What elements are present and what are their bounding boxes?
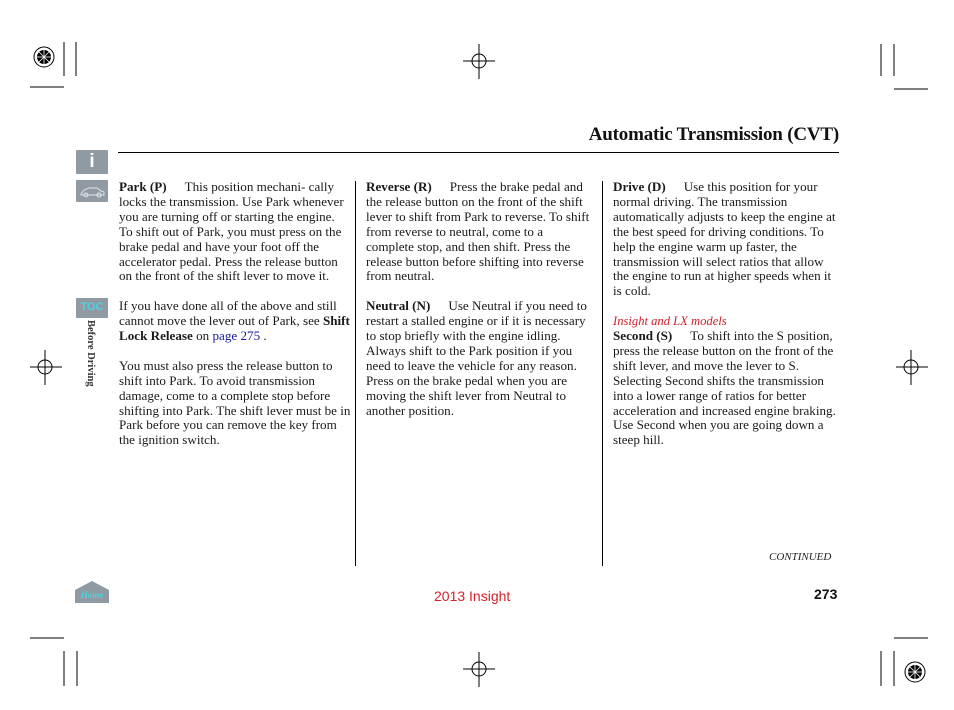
- column-divider-2: [602, 181, 603, 566]
- page-275-link[interactable]: page 275: [212, 328, 261, 344]
- drive-text: Use this position for your normal driving. The transmission automatically adjusts to keep the engine at the best speed for driving conditions. To help the engine warm up faster, the transmission will select ratios that allow the engine to run at higher speeds when it is cold.: [613, 179, 836, 299]
- shift-lock-paragraph: [119, 299, 351, 344]
- crop-mark-top-right: [880, 42, 930, 92]
- registration-mark-top-left: [30, 42, 90, 92]
- toc-button[interactable]: [76, 298, 108, 318]
- neutral-text: Use Neutral if you need to restart a stalled engine or if it is necessary to stop briefly with the engine idling. Always shift to the Park position if you need to leave the vehicle for any reason. Press on the brake pedal when you are moving the shift lever from Neutral to another position.: [366, 298, 587, 418]
- shift-lock-on: on: [196, 328, 210, 344]
- model-variant-note: Insight and LX models: [613, 314, 727, 329]
- registration-mark-bottom-right: [878, 636, 932, 690]
- registration-target-top: [461, 44, 497, 80]
- drive-paragraph: [613, 180, 841, 299]
- section-tab[interactable]: [82, 320, 100, 410]
- drive-heading: Drive (D): [613, 179, 666, 194]
- second-text: To shift into the S position, press the release button on the front of the shift lever, and move the lever to S. Selecting Second shifts the transmission into a lower range of ratios for better acceleration and increased engine braking. Use Second when you are going down a steep hill.: [613, 328, 836, 448]
- toc-label: TOC: [80, 301, 104, 313]
- continued-label: CONTINUED: [769, 551, 832, 563]
- car-icon: [76, 180, 108, 202]
- column-1: [119, 180, 351, 463]
- page-title: Automatic Transmission (CVT): [588, 124, 839, 145]
- column-3: [613, 180, 841, 463]
- info-icon: i: [89, 151, 95, 172]
- registration-target-right: [896, 350, 932, 386]
- second-heading: Second (S): [613, 328, 673, 344]
- header-rule: [118, 152, 839, 153]
- park-paragraph: [119, 180, 351, 284]
- park-heading: Park (P): [119, 179, 167, 194]
- section-label: Before Driving: [85, 320, 96, 387]
- reverse-paragraph: [366, 180, 594, 284]
- info-button[interactable]: [76, 150, 108, 174]
- reverse-text: Press the brake pedal and the release button on the front of the shift lever to shift from Park to reverse. To shift from reverse to neutral, come to a complete stop, and then shift. Press the release button before shifting into reverse from neutral.: [366, 179, 590, 284]
- shift-lock-text: If you have done all of the above and still cannot move the lever out of Park, see: [119, 298, 337, 329]
- model-name: 2013 Insight: [434, 588, 511, 604]
- column-2: [366, 180, 594, 433]
- registration-target-left: [30, 350, 66, 386]
- shift-lock-reference: Shift Lock Release: [119, 313, 350, 344]
- page-number: 273: [814, 586, 838, 602]
- neutral-paragraph: [366, 299, 594, 418]
- neutral-heading: Neutral (N): [366, 298, 431, 314]
- vehicle-index-button[interactable]: [76, 180, 108, 202]
- registration-target-bottom: [461, 652, 497, 688]
- column-divider-1: [355, 181, 356, 566]
- park-text: This position mechani- cally locks the transmission. Use Park whenever you are turning off or starting the engine. To shift out of Park, you must press on the brake pedal and have your foot off the accelerator pedal. Press the release button on the front of the shift lever to move it.: [119, 179, 344, 284]
- park-release-paragraph: You must also press the release button to shift into Park. To avoid transmission damage, come to a complete stop before shifting into Park. The shift lever must be in Park before you can remove the key from the ignition switch.: [119, 357, 351, 448]
- shift-lock-period: .: [263, 328, 267, 344]
- home-label: Home: [80, 590, 104, 600]
- home-button[interactable]: [74, 580, 110, 604]
- crop-mark-bottom-left: [30, 636, 82, 688]
- second-paragraph: [613, 314, 841, 448]
- reverse-heading: Reverse (R): [366, 179, 432, 194]
